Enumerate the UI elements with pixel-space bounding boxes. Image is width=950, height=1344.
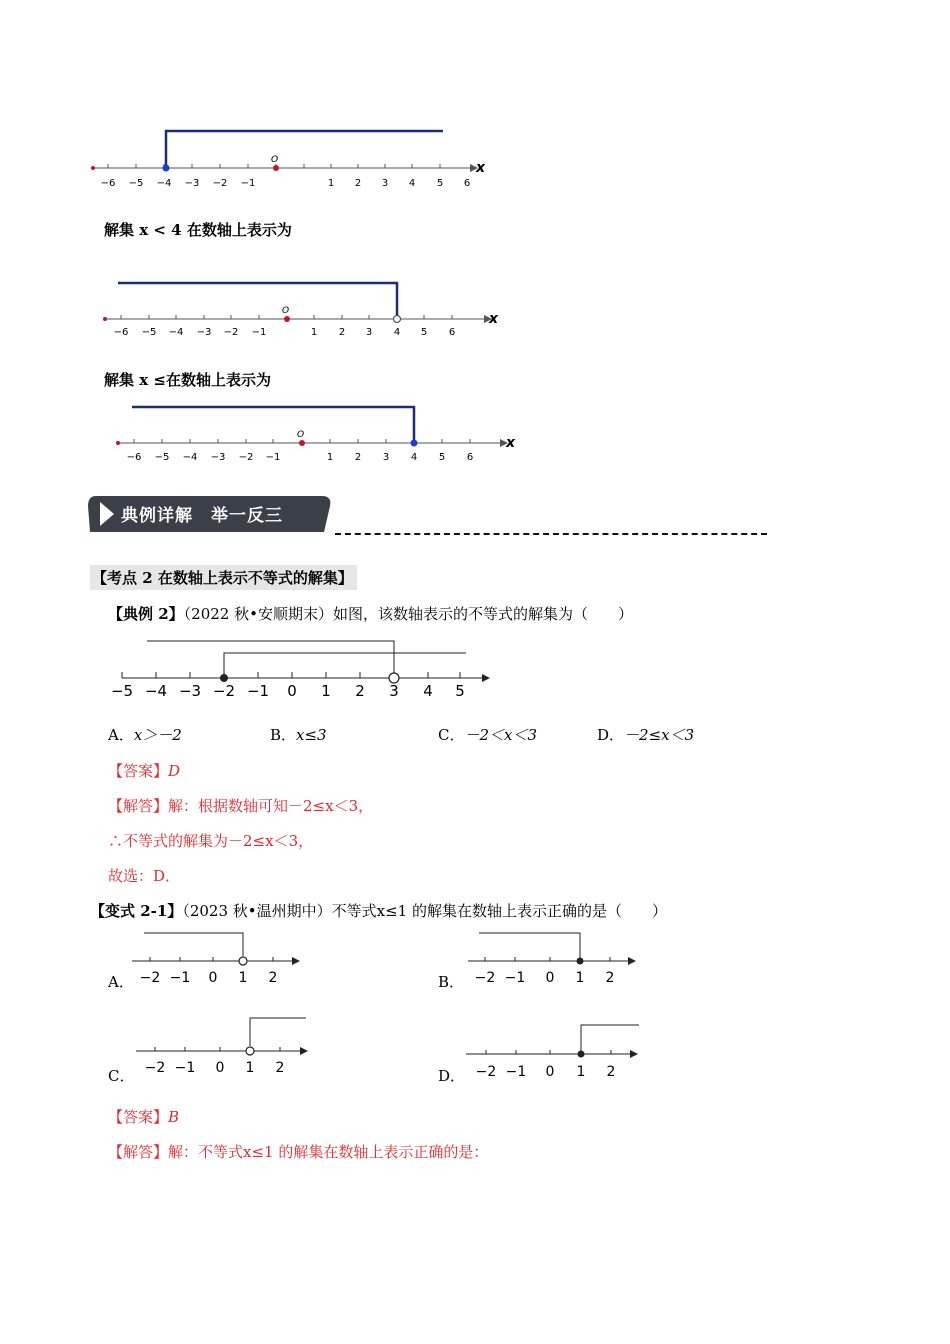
svg-text:2: 2 (354, 452, 362, 463)
origin-point (299, 440, 305, 446)
origin-point (284, 316, 290, 322)
section-banner (88, 492, 338, 538)
svg-text:1: 1 (326, 452, 334, 463)
svg-text:−1: −1 (240, 178, 256, 189)
caption-lt4: 解集 x < 4 在数轴上表示为 (104, 221, 292, 239)
option-b: B．x≤3 (270, 726, 327, 744)
variant-option-c-letter: C． (108, 1067, 135, 1085)
variant-answer: 【答案】B (108, 1108, 180, 1126)
axis-var-label: x (476, 160, 486, 176)
caption-le4: 解集 x ≤在数轴上表示为 (104, 371, 271, 389)
svg-text:2: 2 (354, 178, 362, 189)
svg-text:5: 5 (436, 178, 444, 189)
example2-solution-line2: ∴不等式的解集为－2≤x＜3， (108, 832, 314, 850)
svg-text:2: 2 (355, 682, 365, 700)
variant-option-b-letter: B． (438, 973, 465, 991)
origin-point (273, 165, 279, 171)
svg-text:3: 3 (365, 327, 373, 338)
closed-point (578, 1051, 585, 1058)
svg-text:−1: −1 (505, 1064, 527, 1080)
svg-text:4: 4 (423, 682, 433, 700)
svg-text:−4: −4 (156, 178, 172, 189)
svg-text:1: 1 (575, 970, 585, 986)
svg-text:−4: −4 (144, 682, 168, 700)
example2-answer: 【答案】D (108, 762, 181, 780)
svg-text:5: 5 (438, 452, 446, 463)
svg-text:5: 5 (420, 327, 428, 338)
svg-text:0: 0 (545, 1064, 555, 1080)
closed-point (577, 958, 584, 965)
svg-text:−3: −3 (178, 682, 202, 700)
svg-text:−6: −6 (126, 452, 142, 463)
variant-question: 【变式 2-1】（2023 秋•温州期中）不等式x≤1 的解集在数轴上表示正确的是（ ） (90, 902, 667, 920)
svg-text:x: x (489, 311, 499, 327)
option-a: A．x＞－2 (108, 726, 182, 744)
variant-option-b-line (466, 925, 646, 987)
svg-text:1: 1 (238, 970, 248, 986)
svg-text:−2: −2 (212, 682, 236, 700)
example2-solution-line3: 故选：D． (108, 867, 181, 885)
svg-text:−2: −2 (139, 970, 161, 986)
svg-text:−2: −2 (212, 178, 228, 189)
svg-text:−5: −5 (154, 452, 170, 463)
variant-option-d-line (464, 1015, 644, 1081)
svg-text:−2: −2 (223, 327, 239, 338)
svg-text:−1: −1 (169, 970, 191, 986)
svg-text:2: 2 (268, 970, 278, 986)
svg-text:6: 6 (463, 178, 471, 189)
closed-point (163, 165, 170, 172)
svg-text:−2: −2 (474, 970, 496, 986)
example2-question: 【典例 2】（2022 秋•安顺期末）如图，该数轴表示的不等式的解集为（ ） (108, 605, 633, 623)
number-line-le-4 (112, 400, 522, 468)
svg-text:−1: −1 (504, 970, 526, 986)
svg-text:4: 4 (410, 452, 418, 463)
svg-text:2: 2 (338, 327, 346, 338)
svg-text:−3: −3 (196, 327, 212, 338)
svg-text:−2: −2 (238, 452, 254, 463)
variant-option-d-letter: D． (438, 1067, 466, 1085)
svg-text:6: 6 (448, 327, 456, 338)
svg-text:−6: −6 (100, 178, 116, 189)
section-divider (335, 533, 767, 535)
svg-text:−3: −3 (210, 452, 226, 463)
svg-text:0: 0 (215, 1060, 225, 1076)
number-line-lt-4 (98, 275, 508, 343)
example2-number-line (100, 636, 500, 704)
svg-text:3: 3 (389, 682, 399, 700)
svg-text:O: O (297, 430, 305, 440)
svg-text:2: 2 (606, 1064, 616, 1080)
svg-text:−5: −5 (141, 327, 157, 338)
kaodian-label: 【考点 2 在数轴上表示不等式的解集】 (90, 565, 357, 590)
svg-text:3: 3 (381, 178, 389, 189)
svg-text:0: 0 (287, 682, 297, 700)
svg-text:−1: −1 (246, 682, 270, 700)
banner-title: 典例详解 举一反三 (121, 506, 283, 526)
svg-text:0: 0 (545, 970, 555, 986)
svg-text:−5: −5 (128, 178, 144, 189)
svg-text:−4: −4 (168, 327, 184, 338)
svg-text:−1: −1 (174, 1060, 196, 1076)
variant-option-c-line (134, 1010, 314, 1080)
closed-point (220, 674, 228, 682)
svg-text:1: 1 (576, 1064, 586, 1080)
svg-text:5: 5 (455, 682, 465, 700)
svg-text:−6: −6 (113, 327, 129, 338)
svg-text:2: 2 (605, 970, 615, 986)
svg-text:0: 0 (208, 970, 218, 986)
origin-label: O (271, 155, 279, 165)
svg-text:−3: −3 (184, 178, 200, 189)
svg-text:4: 4 (408, 178, 416, 189)
option-d: D．－2≤x＜3 (597, 726, 695, 744)
svg-text:−4: −4 (182, 452, 198, 463)
svg-text:−2: −2 (144, 1060, 166, 1076)
open-point (246, 1047, 254, 1055)
open-point (394, 316, 401, 323)
variant-option-a-letter: A． (108, 973, 134, 991)
svg-text:6: 6 (466, 452, 474, 463)
svg-text:O: O (282, 306, 290, 316)
option-c: C．－2＜x＜3 (438, 726, 538, 744)
variant-option-a-line (130, 925, 310, 987)
number-line-ge-neg4 (85, 120, 495, 192)
svg-text:−5: −5 (110, 682, 134, 700)
svg-text:1: 1 (321, 682, 331, 700)
svg-text:3: 3 (382, 452, 390, 463)
svg-text:−2: −2 (475, 1064, 497, 1080)
svg-text:2: 2 (275, 1060, 285, 1076)
svg-text:1: 1 (245, 1060, 255, 1076)
variant-solution: 【解答】解：不等式x≤1 的解集在数轴上表示正确的是： (108, 1143, 489, 1161)
svg-text:4: 4 (393, 327, 401, 338)
svg-text:−1: −1 (251, 327, 267, 338)
open-point (239, 957, 247, 965)
svg-text:x: x (506, 435, 516, 451)
closed-point (411, 440, 418, 447)
example2-solution: 【解答】解：根据数轴可知－2≤x＜3， (108, 797, 374, 815)
svg-text:1: 1 (327, 178, 335, 189)
svg-text:1: 1 (310, 327, 318, 338)
svg-text:−1: −1 (265, 452, 281, 463)
